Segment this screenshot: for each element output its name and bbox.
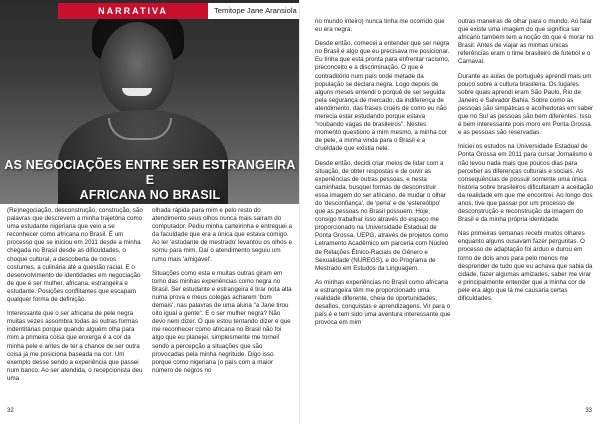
paragraph: Desde então, comecei a entender que ser negra no Brasil é algo que eu precisava me posicionar. Eu tinha que está pronta para enfrentar racismo, preconceito e a discriminação. O que é contraditório num país onde metade da população se declara negra. Logo depois de alguns meses entendi o porquê de ser seguida pela segurança de mercado, da indiferença de atendimento, das frases cruéis de como eu não merecia estar estudando porque estava "roubando vagas de brasileiros". Nestes momento questiono a mim mesmo, a minha cor de pele, a minha vinda para o Brasil e a crueldade que existia nele. xyxy=(315,40,450,153)
paragraph: Interessante que o ser africana de pele negra muitas vezes assombra todas as outras formas indentitárias porque quando alguém olha para mim a primeira coisa que enxerga é a cor da minha pele e antes de ter a chance de ser outra coisa já me posiciona baseada na cor. Um exemplo desse sendo a experiência que passei num banco. Ao ser atendida, o recepcionista deu uma xyxy=(7,310,143,382)
text-column-3 xyxy=(315,18,451,333)
page-number-right: 33 xyxy=(585,408,592,414)
paragraph: no mundo inteiro) nunca tinha me ocorrido que eu era negra. xyxy=(315,18,445,34)
paragraph: outras maneiras de olhar para o mundo. Ao falar que existe uma imagem do que significa ser africano também tem a noção do que é morar no Brasil. Antes de viajar as minhas únicas referências eram o time brasileiro de futebol e o Carnaval. xyxy=(458,18,594,66)
text-column-4 xyxy=(458,18,594,309)
headline-line-1: AS NEGOCIAÇÕES ENTRE SER ESTRANGEIRA E xyxy=(4,158,296,187)
text-column-2 xyxy=(152,207,294,381)
section-banner: NARRATIVA xyxy=(58,3,208,19)
paragraph: Durante as aulas de português aprendi mais um pouco sobre a cultura brasileira. Os lugares sobre quais aprendi eram São Paulo, Rio de Janeiro e Salvador Bahia. Sobre como as pessoas são simpáticas e acolhedoras em saber que no Sul as pessoas são bem diferentes. Isso é bem interessante pois moro em Ponta Grossa e as pessoas são reservadas. xyxy=(458,72,594,137)
author-name: Temitope Jane Aransiola xyxy=(208,3,306,19)
paragraph: As minhas experiências no Brasil como africana e estrangeira têm me proporcionado uma realidade diferente, cheia de oportunidades, desafios, conquistas e aprendizagens. Vir para o país é e tem sido uma aventura interessante que provoca em mim xyxy=(315,278,451,327)
photo-face xyxy=(100,22,174,114)
paragraph: Desde então, decidi criar meios de lidar com a situação, de obter respostas e de ouvir as experiências de outras pessoas, e nesta caminhada, busquei formas de desconstruir essa imagem do ser africano, de mudar o olhar do 'desconfiança', de 'pena' e de 'estereótipo' que as pessoas no Brasil possuem. Hoje, consigo trabalhar isso através do espaço me proporcionado na Universidade Estadual de Ponta Grossa, UEPG, através de projetos como Letramento Acadêmico em parceria com Núcleo de Relações Étnico-Raciais de Gênero e Sexualidade (NUREGS), e do Programa de Mestrado em Estudos da Linguagem. xyxy=(315,159,449,272)
article-headline xyxy=(0,158,300,203)
paragraph: Iniciei os estudos na Universidade Estadual de Ponta Grossa em 2011 para cursar Jornalismo e não levou nada mais que poucos dias para perceber as diferenças culturais e sociais. As consequências de possuir somente uma única história sobre brasileiros dificultaram a aceitação da realidade em que me encontrei. Ao longo dos anos, tive que passar por um processo de desconstrução e reconstrução da imagem do Brasil e da minha própria identidade. xyxy=(458,143,594,224)
paragraph: Nas primeiras semanas recebi muitos olhares enquanto alguns ousavam fazer perguntas. O processo de adaptação foi árduo e durou em torno de dois anos para pelo menos me desprender de tudo que eu achava que sabia da cidade, fazer algumas amizades, saber me virar e principalmente entender que a minha cor de pele era algo que lá me causaria certas dificuldades. xyxy=(458,230,593,302)
page-number-left: 32 xyxy=(7,408,14,414)
headline-line-2: AFRICANA NO BRASIL xyxy=(79,188,221,202)
paragraph: olhada rápida para mim e pelo resto do atendimento seus olhos nunca mais saíram do computador. Pediu minha carteirinha e entreguei a da faculdade que era a única que estava comigo. Ao ler 'estudante de mestrado' levantou os olhos e sorriu para mim. Daí o atendimento seguiu um rumo mais 'amigável'. xyxy=(152,207,293,263)
photo-smile xyxy=(122,88,152,96)
paragraph: (Re)negociação, desconstrução, construção, são palavras que descrevem a minha trajetória como uma estudante nigeriana que veio a se reconhecer como africana no Brasil. É um processo que se iniciou em 2011 desde a minha chegada no Brasil desde as dificuldades, o choque cultural, a descoberta de novos costumes, a culinária até a questão racial. E o desenvolvimento de identidades em negociação de que é ser mulher, africana, estrangeira e estudante. Posições conflitantes que escapam qualquer forma de definição. xyxy=(7,207,143,304)
text-column-1 xyxy=(7,207,144,389)
paragraph: Situações como esta e muitas outras giram em torno das minhas experiências como negra no Brasil. Ser estudante e estrangeira é tirar nota alta numa prova e meus colegas acharem 'bom demais', nas palavras de uma aluna "a Jane tirou oito igual a gente". E o ser mulher negra? Não devo nem dizer. O que estou tentando dizer é que me reconhecer como africana no Brasil não foi algo que eu planejei, simplesmente me tornei! sendo a percepção a situações que são provocadas pela minha negritude. Digo isso porque como nigeriana (o país com a maior número de negros no xyxy=(152,269,292,374)
